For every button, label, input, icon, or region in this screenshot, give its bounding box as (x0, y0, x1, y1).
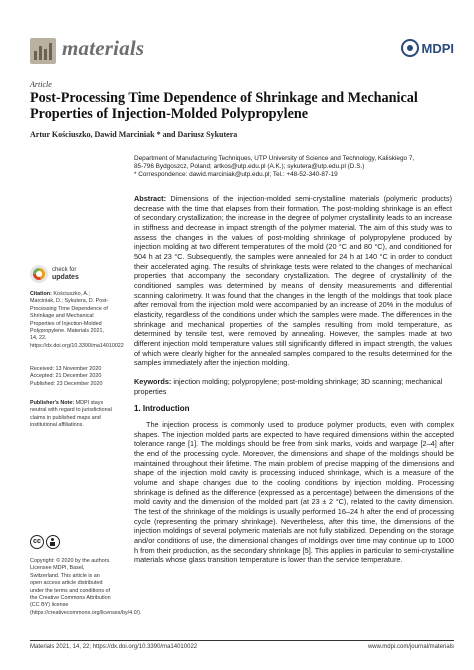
creative-commons-icon: cc (30, 535, 44, 549)
intro-paragraph: The injection process is commonly used to produce polymer products, even with complex shapes. The injection molded parts are expected to have required dimensions within the accepted tolerance range [1]. The moldings should be free from sink marks, voids and warpage [2–4] after the end of the processing cycle. Moreover, the dimensions and shape of the moldings should be maintained throughout their lifetime. The main problem of precise mapping of the dimensions and shape of the injection mold cavity is processing induced shrinkage, which is a measure of the volume and shape changes due to the cooling conditions by injection molding. Processing shrinkage is defined as the difference (expressed as a percentage) between the dimensions of the mold cavity and the dimension of the molded part (at 23 ± 2 °C), related to the cavity dimension. The test of the shrinkage of the moldings is usually performed 16–24 h after the end of processing cycle (representing the primary shrinkage). Nevertheless, after this time, the dimensions of the injection moldings of several polymeric materials are not fully stabilized. Depending on the storage and/or conditions of use, the dimensional changes of moldings over time may continue up to 1000 h from their production, as the secondary shrinkage [5]. This applies in particular to semi-crystalline materials whose glass transition temperature is lower than the service temperature. (134, 420, 454, 565)
cc-license-badge[interactable] (30, 535, 60, 549)
journal-name[interactable]: materials (62, 36, 145, 60)
section-heading: 1. Introduction (134, 404, 190, 413)
article-type: Article (30, 80, 52, 89)
abstract-text: Dimensions of the injection-molded semi-crystalline materials (polymeric products) decrease with the time that elapses from their formation. The post-molding shrinkage is an effect of secondary crystallization; the increase in the degree of polymer crystallinity leads to an increase in stiffness and decrease in impact strength of the polymer material. The aim of this study was to assess the changes in the values of post-molding shrinkage of polypropylene produced by injection molding at two different temperatures of the mold (20 °C and 80 °C), and conditioned for 504 h at 23 °C. Subsequently, the samples were annealed for 24 h at 140 °C in order to conduct their accelerated aging. The results of shrinkage tests were related to the changes of mechanical properties that accompany the secondary crystallization. The degree of crystallinity of the conditioned samples was determined by means of density measurements and differential scanning calorimetry. It was found that the changes in the length of the moldings that took place after removal from the injection mold were accompanied by an increase of 20% in the modulus of elasticity, regardless of the conditions under which the samples were made. The differences in the shrinkage and mechanical properties of the samples resulting from mold temperature, as determined by tensile test, were removed by annealing. However, the samples made at two different injection mold temperature values still significantly differed in impact strength, the values of which were clearly higher for the annealed samples compared to the results determined for the samples immediately after the injection molding. (134, 194, 453, 368)
published-date: Published: 23 December 2020 (30, 380, 103, 387)
copyright-block (30, 558, 142, 617)
dates-block (30, 366, 112, 388)
affiliation-block (134, 155, 454, 180)
publisher-logo[interactable] (401, 39, 455, 57)
copyright-text: Copyright: © 2020 by the authors. Licensee MDPI, Basel, Switzerland. This article is an open access article distributed under the terms and conditions of the Creative Commons Attribution (CC BY) license (https://creativecommons.org/licenses/by/4.0/). (30, 558, 142, 616)
footer-journal-url[interactable]: www.mdpi.com/journal/materials (367, 644, 454, 650)
affiliation-line: Department of Manufacturing Techniques, UTP University of Science and Technology, Kaliskiego 7, (134, 155, 415, 162)
citation-block (30, 291, 124, 350)
received-date: Received: 13 November 2020 (30, 366, 102, 372)
footer-divider (30, 640, 454, 641)
keywords-text: injection molding; polypropylene; post-molding shrinkage; 3D scanning; mechanical properties (134, 377, 443, 396)
footer-citation[interactable]: Materials 2021, 14, 22; https://dx.doi.org/10.3390/ma14010022 (30, 644, 198, 650)
paper-title: Post-Processing Time Dependence of Shrinkage and Mechanical Properties of Injection-Molded Polypropylene (30, 90, 418, 122)
accepted-date: Accepted: 21 December 2020 (30, 373, 102, 380)
correspondence-line: * Correspondence: dawid.marciniak@utp.edu.pl; Tel.: +48-52-340-87-19 (134, 171, 338, 179)
check-updates-icon (30, 265, 48, 283)
publisher-note-text: MDPI stays neutral with regard to jurisdictional claims in published maps and institutional affiliations. (30, 400, 112, 429)
keywords-label: Keywords: (134, 377, 172, 386)
citation-text[interactable]: Kościuszko, A.; Marciniak, D.; Sykutera, D. Post-Processing Time Dependence of Shrinkage and Mechanical Properties of Injection-Molded Polypropylene. Materials 2021, 14, 22. https://dx.doi.org/10.3390/ma14010022 (30, 291, 124, 349)
mdpi-icon (401, 39, 419, 57)
journal-logo-icon (30, 38, 56, 64)
affiliation-line: 85-796 Bydgoszcz, Poland; artkos@utp.edu.pl (A.K.); sykutera@utp.edu.pl (D.S.) (134, 163, 365, 171)
abstract-label: Abstract: (134, 194, 167, 203)
check-label: check for (52, 267, 77, 273)
attribution-icon (46, 535, 60, 549)
citation-label: Citation: (30, 291, 52, 297)
publisher-note (30, 400, 112, 430)
abstract (134, 194, 452, 368)
keywords (134, 377, 452, 396)
updates-label: updates (52, 274, 79, 281)
author-list: Artur Kościuszko, Dawid Marciniak * and Dariusz Sykutera (30, 130, 238, 139)
publisher-name: MDPI (421, 40, 454, 56)
check-for-updates-button[interactable] (30, 265, 79, 283)
publisher-note-label: Publisher's Note: (30, 400, 75, 406)
